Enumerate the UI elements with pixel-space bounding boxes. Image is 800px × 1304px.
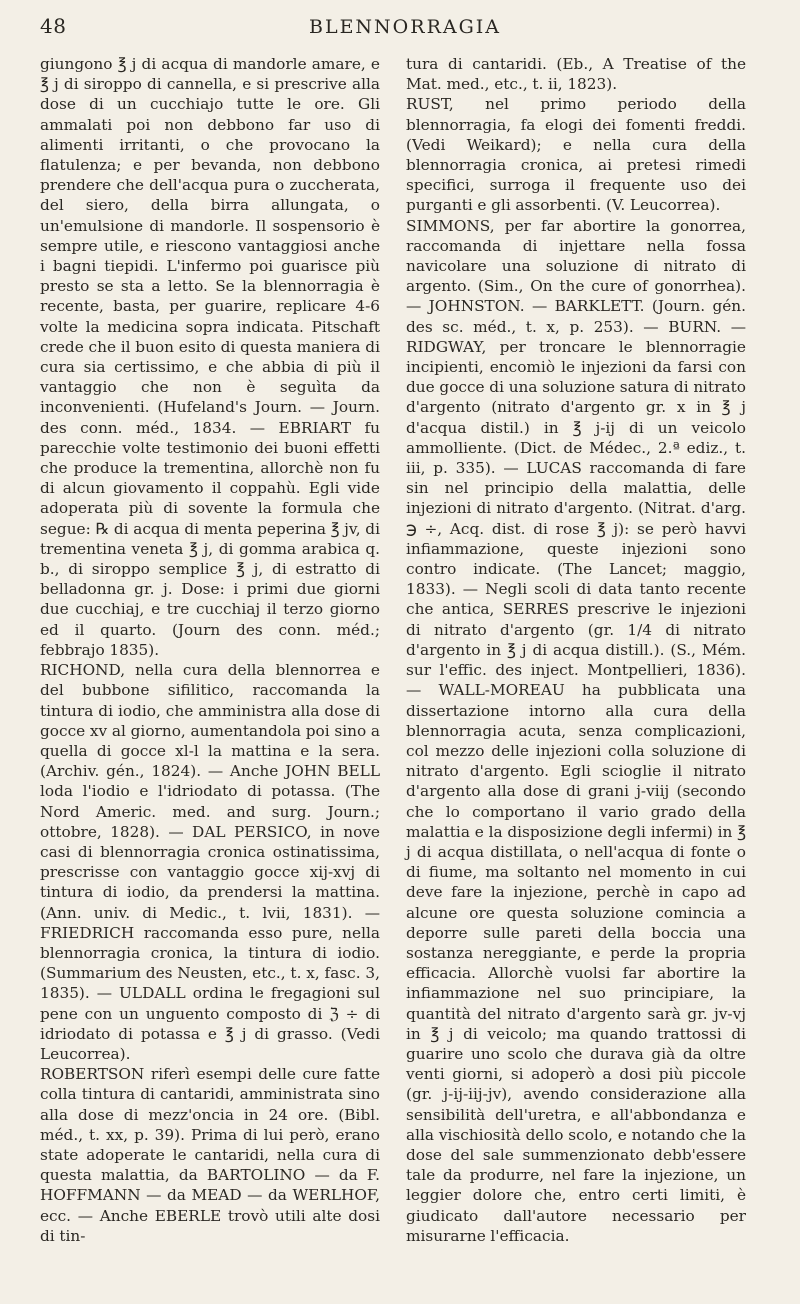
text-columns [40, 54, 770, 1246]
paragraph: giungono ℥ j di acqua di mandorle amare, e ℥ j di siroppo di cannella, e si prescrive alla dose di un cucchiajo tutte le ore. Gli ammalati poi non debbono far uso di alimenti irritanti, o che provocano la flatulenza; e per bevanda, non debbono prendere che dell'acqua pura o zuccherata, del siero, della birra allungata, o un'emulsione di mandorle. Il sospensorio è sempre utile, e riescono vantaggiosi anche i bagni tiepidi. L'infermo poi guarisce più presto se sta a letto. Se la blennorragia è recente, basta, per guarire, replicare 4-6 volte la medicina sopra indicata. Pitschaft crede che il buon esito di questa maniera di cura sia certissimo, e che abbia di più il vantaggio che non è seguìta da inconvenienti. (Hufeland's Journ. — Journ. des conn. méd., 1834. — EBRIART fu parecchie volte testimonio dei buoni effetti che produce la trementina, allorchè non fu di alcun giovamento il coppahù. Egli vide adoperata più di sovente la formula che segue: ℞ di acqua di menta peperina ℥ jv, di trementina veneta ℥ j, di gomma arabica q. b., di siroppo semplice ℥ j, di estratto di belladonna gr. j. Dose: i primi due giorni due cucchiaj, e tre cucchiaj il terzo giorno ed il quarto. (Journ des conn. méd.; febbrajo 1835). [40, 55, 380, 659]
paragraph: SIMMONS, per far abortire la gonorrea, raccomanda di injettare nella fossa navicolare una soluzione di nitrato di argento. (Sim., On the cure of gonorrhea). — JOHNSTON. — BARKLETT. (Journ. gén. des sc. méd., t. x, p. 253). — BURN. — RIDGWAY, per troncare le blennorragie incipienti, encomiò le injezioni da farsi con due gocce di una soluzione satura di nitrato d'argento (nitrato d'argento gr. x in ℥ j d'acqua distil.) in ℥ j-ij di un veicolo ammolliente. (Dict. de Médec., 2.ª ediz., t. iii, p. 335). — LUCAS raccomanda di fare sin nel principio della malattia, delle injezioni di nitrato d'argento. (Nitrat. d'arg. ℈ ÷, Acq. dist. di rose ℥ j): se però havvi infiammazione, queste injezioni sono contro indicate. (The Lancet; maggio, 1833). — Negli scoli di data tanto recente che antica, SERRES prescrive le injezioni di nitrato d'argento (gr. 1/4 di nitrato d'argento in ℥ j di acqua distill.). (S., Mém. sur l'effic. des inject. Montpellieri, 1836). — WALL-MOREAU ha pubblicata una dissertazione intorno alla cura della blennorragia acuta, senza complicazioni, col mezzo delle injezioni colla soluzione di nitrato d'argento. Egli scioglie il nitrato d'argento alla dose di grani j-viij (secondo che lo comportano il vario grado della malattia e la disposizione degli infermi) in ℥ j di acqua distillata, o nell'acqua di fonte o di fiume, ma soltanto nel momento in cui deve fare la injezione, perchè in capo ad alcune ore questa soluzione comincia a deporre sulle pareti della boccia una sostanza nereggiante, e perde la propria efficacia. Allorchè vuolsi far abortire la infiammazione nel suo principiare, la quantità del nitrato d'argento sarà gr. jv-vj in ℥ j di veicolo; ma quando trattossi di guarire uno scolo che durava già da oltre venti giorni, si adoperò a dosi più piccole (gr. j-ij-iij-jv), avendo considerazione alla sensibilità dell'uretra, e all'abbondanza e alla vischiosità dello scolo, e notando che la dose del sale summenzionato debb'essere tale da produrre, nel fare la injezione, un leggier dolore che, entro certi limiti, è giudicato dall'autore necessario per misurarne l'efficacia. [406, 216, 746, 1245]
paragraph: RICHOND, nella cura della blennorrea e del bubbone sifilitico, raccomanda la tintura di iodio, che amministra alla dose di gocce xv al giorno, aumentandola poi sino a quella di gocce xl-l la mattina e la sera. (Archiv. gén., 1824). — Anche JOHN BELL loda l'iodio e l'idriodato di potassa. (The Nord Americ. med. and surg. Journ.; ottobre, 1828). — DAL PERSICO, in nove casi di blennorragia cronica ostinatissima, prescrisse con vantaggio gocce xij-xvj di tintura di iodio, da prendersi la mattina. (Ann. univ. di Medic., t. lvii, 1831). — FRIEDRICH raccomanda esso pure, nella blennorragia cronica, la tintura di iodio. (Summarium des Neusten, etc., t. x, fasc. 3, 1835). — ULDALL ordina le fregagioni sul pene con un unguento composto di ℨ ÷ di idriodato di potassa e ℥ j di grasso. (Vedi Leucorrea). [40, 661, 380, 1063]
paragraph: tura di cantaridi. (Eb., A Treatise of the Mat. med., etc., t. ii, 1823). [406, 55, 746, 94]
running-title: BLENNORRAGIA [308, 16, 501, 38]
page-header [40, 14, 770, 54]
page-number: 48 [40, 14, 67, 38]
left-column [40, 54, 380, 1246]
paragraph: ROBERTSON riferì esempi delle cure fatte colla tintura di cantaridi, amministrata sino alla dose di mezz'oncia in 24 ore. (Bibl. méd., t. xx, p. 39). Prima di lui però, erano state adoperate le cantaridi, nella cura di questa malattia, da BARTOLINO — da F. HOFFMANN — da MEAD — da WERLHOF, ecc. — Anche EBERLE trovò utili alte dosi di tin- [40, 1065, 380, 1245]
right-column [406, 54, 746, 1246]
paragraph: RUST, nel primo periodo della blennorragia, fa elogi dei fomenti freddi. (Vedi Weikard); e nella cura della blennorragia cronica, ai pretesi rimedi specifici, surroga il frequente uso dei purganti e gli assorbenti. (V. Leucorrea). [406, 95, 746, 215]
